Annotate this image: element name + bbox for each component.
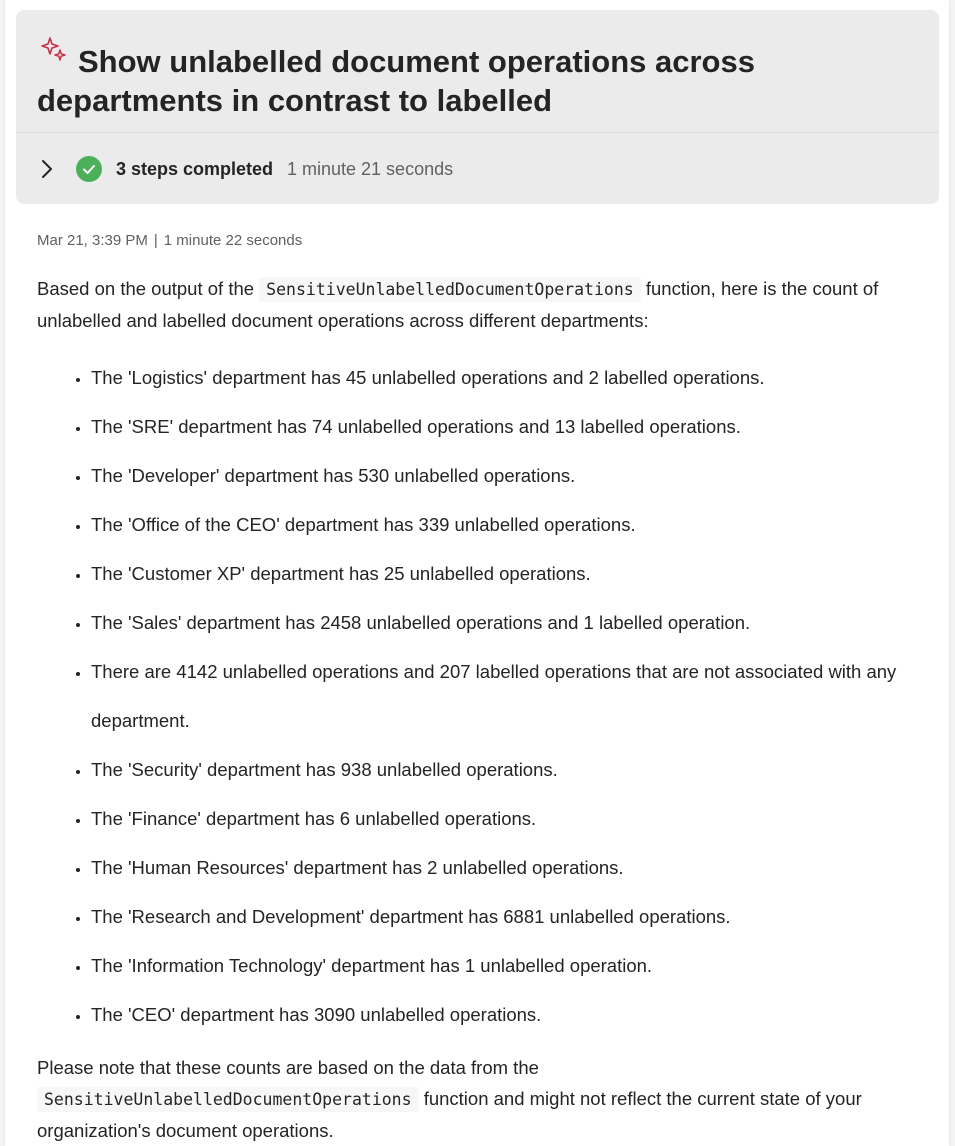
- response-duration: 1 minute 22 seconds: [163, 232, 303, 249]
- list-item: • The 'Research and Development' department has 6881 unlabelled operations.: [91, 892, 922, 941]
- chevron-right-icon[interactable]: [37, 157, 57, 181]
- list-item: • The 'Information Technology' department has 1 unlabelled operation.: [91, 941, 922, 990]
- outro-text-after: function and might not reflect the current state of your organization's document operations.: [37, 1088, 862, 1141]
- check-circle-icon: [76, 156, 102, 182]
- outro-function-code: SensitiveUnlabelledDocumentOperations: [37, 1087, 419, 1112]
- response-timestamp: Mar 21, 3:39 PM: [37, 232, 148, 249]
- response-card: [5, 0, 949, 1146]
- function-name-code: SensitiveUnlabelledDocumentOperations: [259, 277, 641, 302]
- department-list: [37, 353, 922, 1039]
- response-outro: [37, 1052, 922, 1146]
- list-item: • The 'Office of the CEO' department has 339 unlabelled operations.: [91, 500, 922, 549]
- list-item: • The 'Sales' department has 2458 unlabelled operations and 1 labelled operation.: [91, 598, 922, 647]
- list-item: • The 'Developer' department has 530 unlabelled operations.: [91, 451, 922, 500]
- intro-text-after: function, here is the count of unlabelled and labelled document operations across different departments:: [37, 278, 879, 331]
- response-meta: [37, 231, 302, 251]
- prompt-title: Show unlabelled document operations across departments in contrast to labelled: [37, 44, 755, 118]
- prompt-header: [16, 10, 939, 204]
- steps-duration: 1 minute 21 seconds: [287, 159, 454, 179]
- list-item: • The 'SRE' department has 74 unlabelled operations and 13 labelled operations.: [91, 402, 922, 451]
- list-item: • There are 4142 unlabelled operations and 207 labelled operations that are not associated with any department.: [91, 647, 922, 745]
- list-item: • The 'Security' department has 938 unlabelled operations.: [91, 745, 922, 794]
- meta-separator: |: [153, 232, 158, 249]
- outro-text-before: Please note that these counts are based on the data from the: [37, 1057, 539, 1078]
- steps-summary[interactable]: [16, 133, 939, 204]
- list-item: • The 'Finance' department has 6 unlabelled operations.: [91, 794, 922, 843]
- list-item: • The 'CEO' department has 3090 unlabelled operations.: [91, 990, 922, 1039]
- list-item: • The 'Customer XP' department has 25 unlabelled operations.: [91, 549, 922, 598]
- steps-completed-label: 3 steps completed: [116, 159, 274, 179]
- response-intro: [37, 273, 922, 336]
- list-item: • The 'Human Resources' department has 2 unlabelled operations.: [91, 843, 922, 892]
- list-item: • The 'Logistics' department has 45 unlabelled operations and 2 labelled operations.: [91, 353, 922, 402]
- intro-text-before: Based on the output of the: [37, 278, 260, 299]
